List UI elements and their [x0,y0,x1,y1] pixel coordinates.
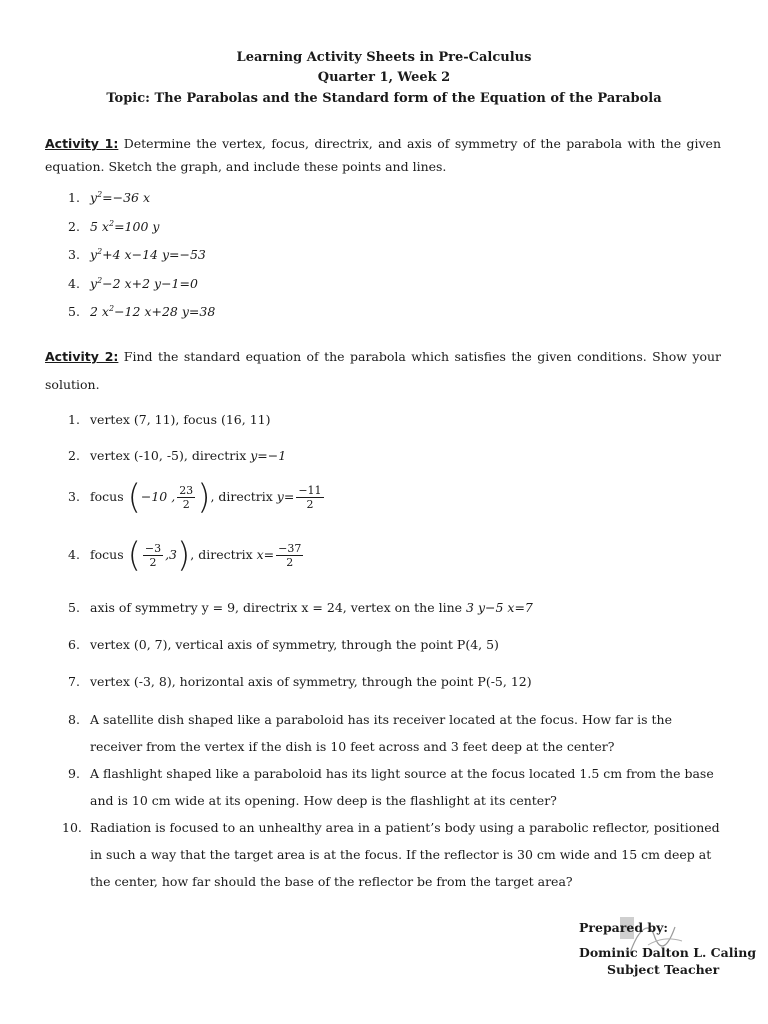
sheet-topic: Topic: The Parabolas and the Standard form of the Equation of the Parabola [106,91,662,106]
activity2-item-1: 1. vertex (7, 11), focus (16, 11) [68,412,271,427]
activity1-label: Activity 1: [45,136,119,151]
activity1-item-2: 2. 5 $x^2=100$ y [68,218,160,234]
sheet-title: Learning Activity Sheets in Pre-Calculus [236,50,532,65]
activity2-item-4: 4. focus ( $\frac{-3}{2}$ ,3), directrix x= $\frac{-37}{2}$ [68,535,302,576]
activity1-item-5: 5. 2 $x^2-12$ x+28 y=38 [68,303,216,319]
activity1-item-3: 3. $y^2+4$ x−14 y=−53 [68,246,206,262]
activity1-instructions: Activity 1: Determine the vertex, focus, directrix, and axis of symmetry of the parabola with the given equation. Sketch the graph, and include these points and lines. [45,136,721,174]
prepared-by-label: Prepared by: [579,920,669,935]
activity1-item-1: 1. $y^2=-36$ x [68,189,151,205]
activity2-instructions: Activity 2: Find the standard equation of the parabola which satisfies the given conditions. Show your solution. [45,349,721,392]
activity2-item-5: 5. axis of symmetry y = 9, directrix x = 24, vertex on the line 3 y−5 x=7 [68,600,533,615]
activity2-item-6: 6. vertex (0, 7), vertical axis of symmetry, through the point P(4, 5) [68,637,499,652]
activity2-item-3: 3. focus (−10 , $\frac{23}{2}$ ), directrix y= $\frac{-11}{2}$ [68,477,322,518]
activity1-item-4: 4. $y^2-2$ x+2 y−1=0 [68,275,198,291]
activity2-item-8: 8. A satellite dish shaped like a paraboloid has its receiver located at the focus. How far is the receiver from the vertex if the dish is 10 feet across and 3 feet deep at the center? [68,712,672,754]
activity2-item-9: 9. A flashlight shaped like a paraboloid has its light source at the focus located 1.5 cm from the base and is 10 cm wide at its opening. How deep is the flashlight at its center? [68,766,714,808]
activity2-label: Activity 2: [45,349,119,364]
sheet-quarter: Quarter 1, Week 2 [317,70,451,85]
teacher-title: Subject Teacher [607,962,720,977]
activity2-item-10: 10. Radiation is focused to an unhealthy area in a patient’s body using a parabolic reflector, positioned in such a way that the target area is at the focus. If the reflector is 30 cm wide and 15 cm deep at the center, how far should the base of the reflector be from the target area? [62,820,720,889]
teacher-name: Dominic Dalton L. Caling [579,945,757,960]
activity2-item-2: 2. vertex (-10, -5), directrix y=−1 [68,448,287,463]
activity2-item-7: 7. vertex (-3, 8), horizontal axis of symmetry, through the point P(-5, 12) [68,674,532,689]
